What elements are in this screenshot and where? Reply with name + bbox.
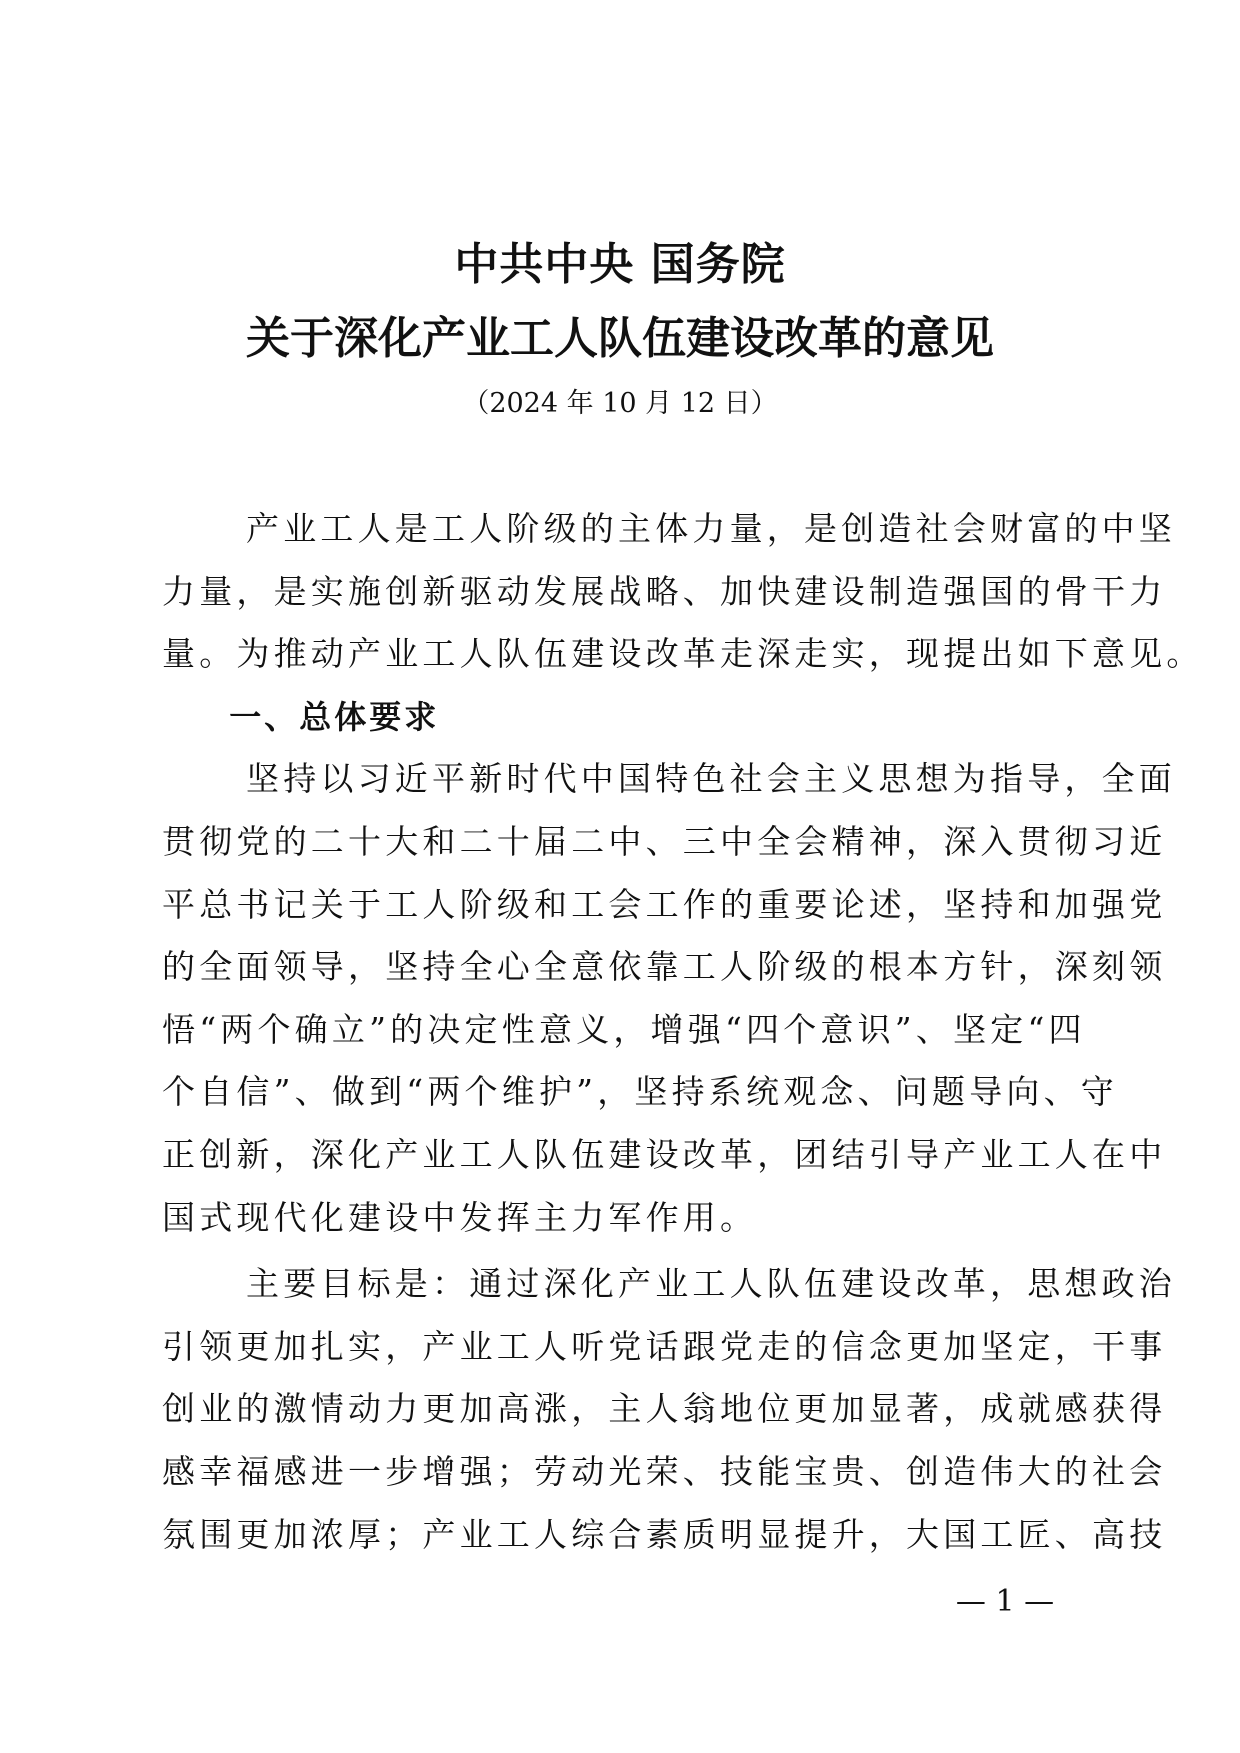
- section-heading: 一、总体要求: [229, 697, 440, 736]
- paragraph-line: 创业的激情动力更加高涨，主人翁地位更加显著，成就感获得: [162, 1389, 1167, 1429]
- paragraph-line: 引领更加扎实，产业工人听党话跟党走的信念更加坚定，干事: [162, 1326, 1167, 1366]
- paragraph-line: 产业工人是工人阶级的主体力量，是创造社会财富的中坚: [246, 509, 1176, 548]
- paragraph-line: 氛围更加浓厚；产业工人综合素质明显提升，大国工匠、高技: [162, 1514, 1167, 1554]
- paragraph-line: 量。为推动产业工人队伍建设改革走深走实，现提出如下意见。: [162, 634, 1204, 674]
- paragraph-line: 国式现代化建设中发挥主力军作用。: [162, 1197, 758, 1237]
- main-goals-paragraph: [162, 1253, 1176, 1566]
- page-number: — 1 —: [955, 1584, 1055, 1619]
- paragraph-line: 贯彻党的二十大和二十届二中、三中全会精神，深入贯彻习近: [162, 821, 1167, 861]
- paragraph-line: 平总书记关于工人阶级和工会工作的重要论述，坚持和加强党: [162, 884, 1167, 924]
- paragraph-line: 的全面领导，坚持全心全意依靠工人阶级的根本方针，深刻领: [162, 947, 1167, 987]
- paragraph-line: 悟“两个确立”的决定性意义，增强“四个意识”、坚定“四: [162, 1009, 1086, 1049]
- paragraph-line: 坚持以习近平新时代中国特色社会主义思想为指导，全面: [246, 759, 1176, 799]
- document-title: 关于深化产业工人队伍建设改革的意见: [246, 313, 994, 364]
- document-title-block: [0, 228, 1240, 424]
- paragraph-line: 正创新，深化产业工人队伍建设改革，团结引导产业工人在中: [162, 1134, 1167, 1174]
- paragraph-line: 个自信”、做到“两个维护”，坚持系统观念、问题导向、守: [162, 1072, 1119, 1112]
- guiding-principle-paragraph: [162, 748, 1176, 1249]
- paragraph-line: 主要目标是：通过深化产业工人队伍建设改革，思想政治: [246, 1264, 1176, 1304]
- paragraph-line: 力量，是实施创新驱动发展战略、加快建设制造强国的骨干力: [162, 571, 1167, 611]
- issuer-title: 中共中央 国务院: [454, 239, 786, 290]
- issue-date: （2024 年 10 月 12 日）: [462, 388, 778, 419]
- document-body: [162, 498, 1204, 1566]
- paragraph-line: 感幸福感进一步增强；劳动光荣、技能宝贵、创造伟大的社会: [162, 1451, 1167, 1491]
- intro-paragraph: [162, 498, 1204, 686]
